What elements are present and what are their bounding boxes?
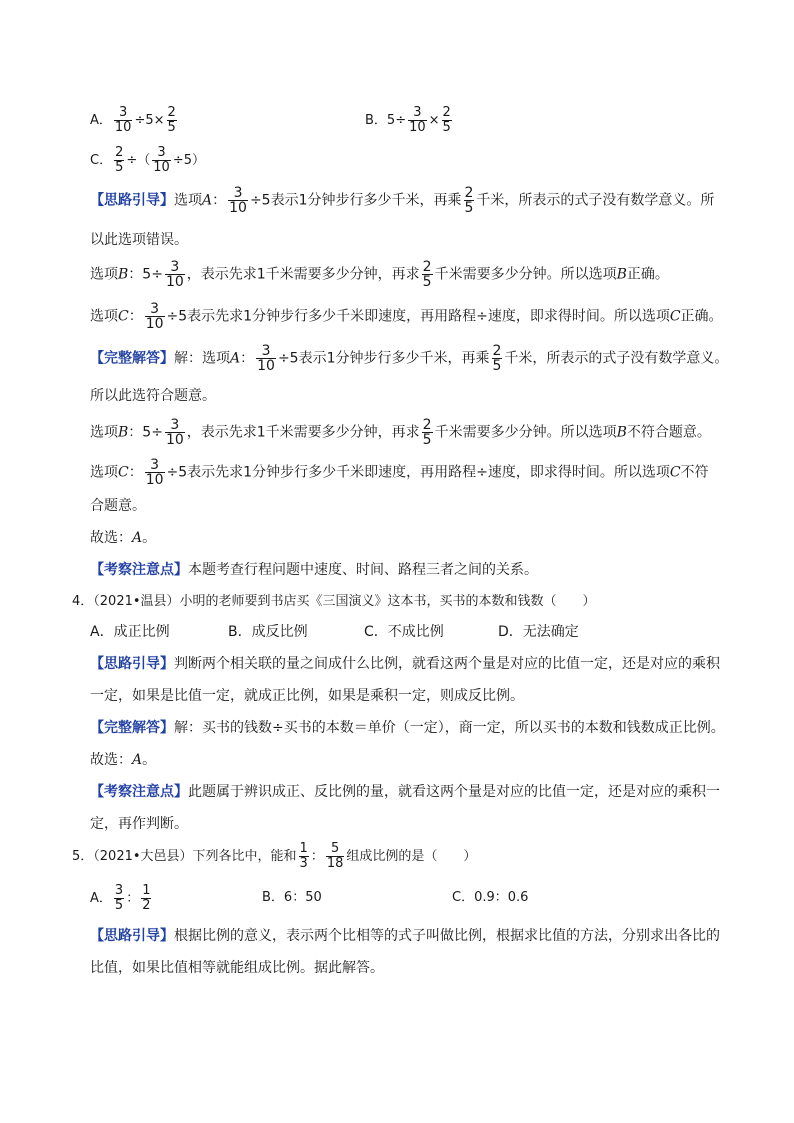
q3-answer-line-1b: 所以此选符合题意。 <box>90 388 216 404</box>
fraction: $\frac{2}{5}$ <box>442 105 451 135</box>
q5-hint-line-1: 【思路引导】根据比例的意义，表示两个比相等的式子叫做比例，根据求比值的方法，分别求出各比的 <box>90 928 720 944</box>
q4-note-line-2: 定，再作判断。 <box>90 816 188 832</box>
q3-answer-line-3: 选项C： $\frac{3}{10}$ ÷5表示先求1分钟步行多少千米即速度，再用路程÷速度，即求得时间。所以选项C不符 <box>90 457 709 488</box>
q5-option-a: A． $\frac{3}{5}$ ： $\frac{1}{2}$ <box>90 883 151 913</box>
fraction: $\frac{3}{10}$ <box>257 343 275 374</box>
fraction: $\frac{2}{5}$ <box>167 105 176 135</box>
q3-option-c: C． $\frac{2}{5}$ ÷（ $\frac{3}{10}$ ÷5） <box>90 145 205 175</box>
fraction: $\frac{2}{5}$ <box>422 259 432 290</box>
answer-tag: 【完整解答】 <box>90 350 174 367</box>
answer-tag: 【完整解答】 <box>90 720 174 736</box>
q3-hint-line-1: 【思路引导】选项A： $\frac{3}{10}$ ÷5表示1分钟步行多少千米，再乘 $\frac{2}{5}$ 千米，所表示的式子没有数学意义。所 <box>90 185 715 216</box>
q3-option-a: A． $\frac{3}{10}$ ÷5× $\frac{2}{5}$ <box>90 105 176 135</box>
q4-choose: 故选：A。 <box>90 752 157 768</box>
fraction: $\frac{2}{5}$ <box>464 185 474 216</box>
q4-option-c: C．不成比例 <box>364 624 444 640</box>
q4-note-line-1: 【考察注意点】此题属于辨识成正、反比例的量，就看这两个量是对应的比值一定，还是对应的乘积一 <box>90 784 720 800</box>
q5-stem: 5．（2021•大邑县）下列各比中，能和 $\frac{1}{3}$ ： $\frac{5}{18}$ 组成比例的是（ ） <box>72 841 477 871</box>
q4-hint-line-2: 一定，如果是比值一定，就成正比例，如果是乘积一定，则成反比例。 <box>90 688 524 704</box>
q4-hint-line-1: 【思路引导】判断两个相关联的量之间成什么比例，就看这两个量是对应的比值一定，还是对应的乘积 <box>90 656 720 672</box>
fraction: $\frac{3}{10}$ <box>145 301 164 332</box>
q5-option-c: C．0.9：0.6 <box>452 890 529 905</box>
fraction: $\frac{3}{10}$ <box>153 145 170 175</box>
q3-hint-line-2: 选项B：5÷ $\frac{3}{10}$ ，表示先求1千米需要多少分钟，再求 $\frac{2}{5}$ 千米需要多少分钟。所以选项B正确。 <box>90 259 669 290</box>
fraction: $\frac{3}{10}$ <box>114 105 132 135</box>
fraction: $\frac{2}{5}$ <box>115 145 124 175</box>
fraction: $\frac{2}{5}$ <box>422 417 432 448</box>
fraction: $\frac{3}{10}$ <box>409 105 426 135</box>
q3-choose: 故选：A。 <box>90 530 157 546</box>
note-tag: 【考察注意点】 <box>90 562 188 578</box>
q3-answer-line-3b: 合题意。 <box>90 498 146 514</box>
hint-tag: 【思路引导】 <box>90 928 174 944</box>
fraction: $\frac{1}{3}$ <box>299 841 308 871</box>
fraction: $\frac{2}{5}$ <box>492 343 502 374</box>
option-label: A． <box>90 113 112 128</box>
q3-hint-line-3: 选项C： $\frac{3}{10}$ ÷5表示先求1分钟步行多少千米即速度，再用路程÷速度，即求得时间。所以选项C正确。 <box>90 301 723 332</box>
q3-answer-line-2: 选项B：5÷ $\frac{3}{10}$ ，表示先求1千米需要多少分钟，再求 $\frac{2}{5}$ 千米需要多少分钟。所以选项B不符合题意。 <box>90 417 711 448</box>
q4-stem: 4．（2021•温县）小明的老师要到书店买《三国演义》这本书，买书的本数和钱数（ ） <box>72 594 596 609</box>
fraction: $\frac{5}{18}$ <box>326 841 344 871</box>
q5-option-b: B．6：50 <box>262 890 322 905</box>
q4-option-a: A．成正比例 <box>90 624 170 640</box>
q3-answer-line-1: 【完整解答】解：选项A： $\frac{3}{10}$ ÷5表示1分钟步行多少千米，再乘 $\frac{2}{5}$ 千米，所表示的式子没有数学意义。 <box>90 343 729 374</box>
q4-answer: 【完整解答】解：买书的钱数÷买书的本数＝单价（一定），商一定，所以买书的本数和钱数成正比例。 <box>90 720 725 736</box>
note-tag: 【考察注意点】 <box>90 784 188 800</box>
hint-tag: 【思路引导】 <box>90 192 174 209</box>
q3-option-b: B．5÷ $\frac{3}{10}$ × $\frac{2}{5}$ <box>365 105 451 135</box>
fraction: $\frac{3}{5}$ <box>114 883 124 913</box>
fraction: $\frac{1}{2}$ <box>142 883 151 913</box>
q3-note: 【考察注意点】本题考查行程问题中速度、时间、路程三者之间的关系。 <box>90 562 538 578</box>
fraction: $\frac{3}{10}$ <box>145 457 164 488</box>
q4-option-d: D．无法确定 <box>498 624 579 640</box>
fraction: $\frac{3}{10}$ <box>165 417 184 448</box>
q5-hint-line-2: 比值，如果比值相等就能组成比例。据此解答。 <box>90 960 384 976</box>
q4-option-b: B．成反比例 <box>228 624 308 640</box>
fraction: $\frac{3}{10}$ <box>229 185 247 216</box>
hint-tag: 【思路引导】 <box>90 656 174 672</box>
q3-hint-line-1b: 以此选项错误。 <box>90 232 188 248</box>
fraction: $\frac{3}{10}$ <box>165 259 184 290</box>
